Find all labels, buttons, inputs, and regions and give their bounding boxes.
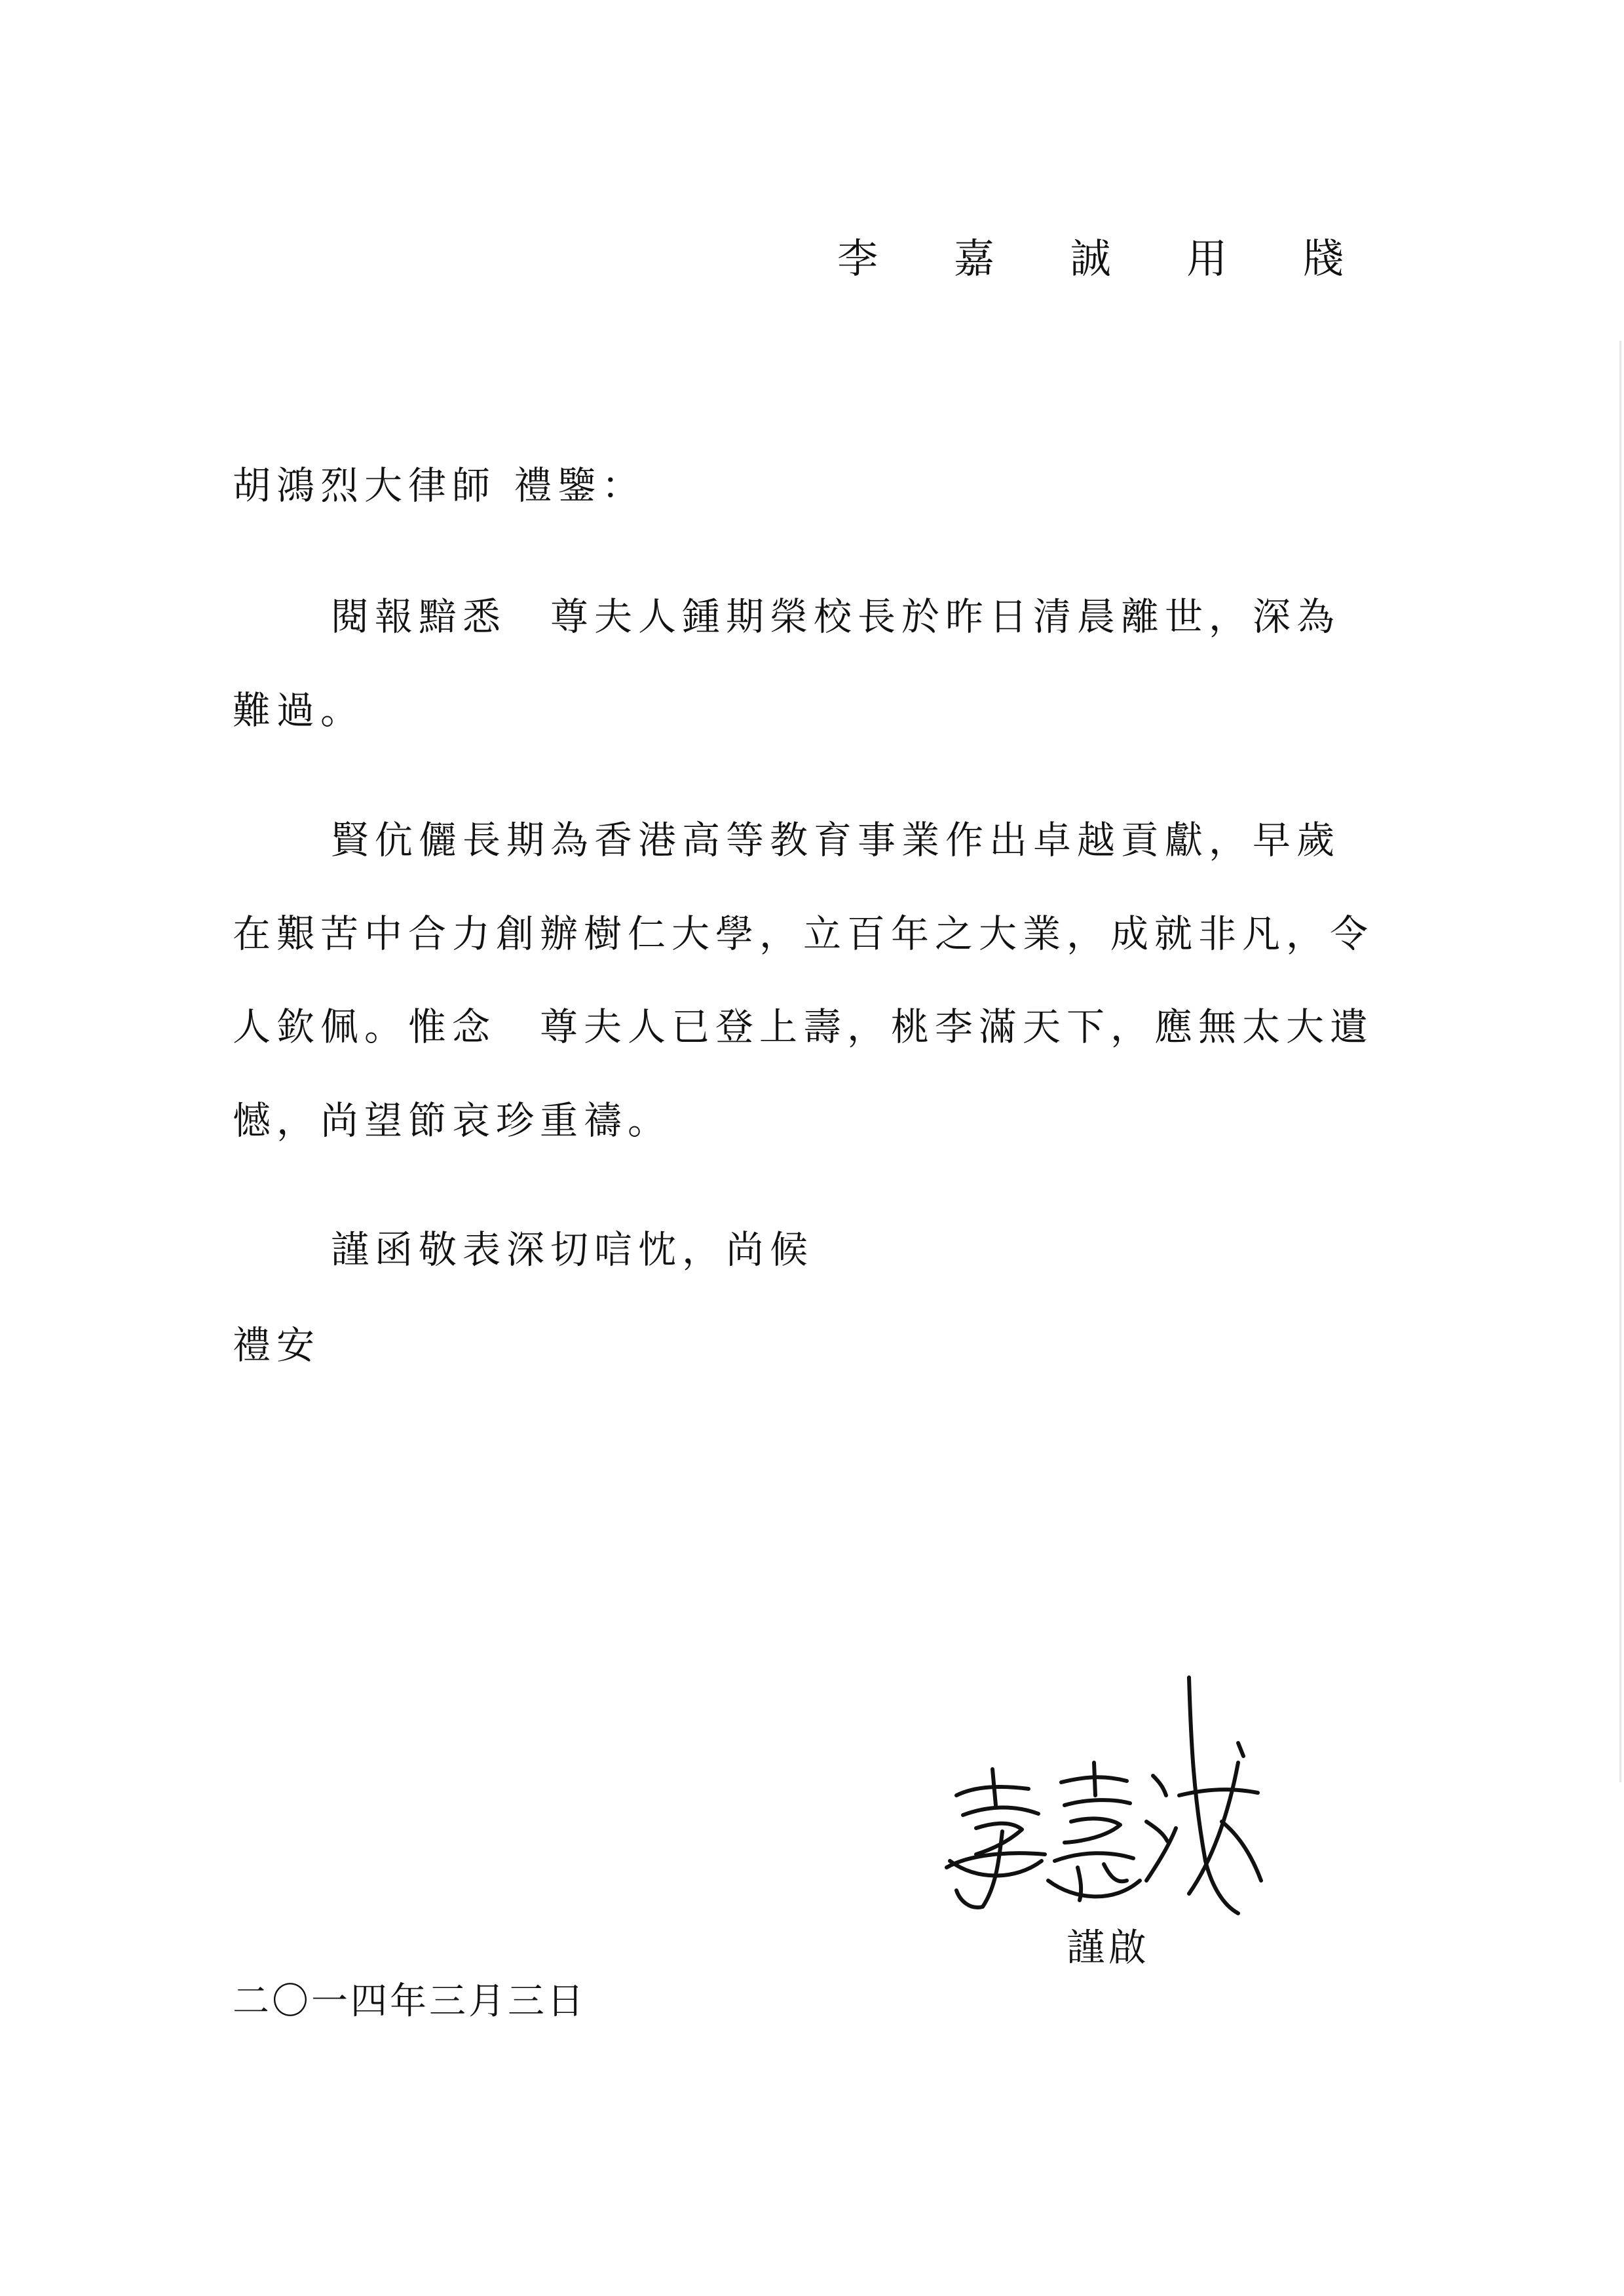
paragraph-2-line-3: 人欽佩。惟念 尊夫人已登上壽，桃李滿天下，應無太大遺: [233, 1004, 1374, 1049]
regards-line: 禮安: [233, 1323, 321, 1368]
sign-off: 謹啟: [1067, 1925, 1151, 1970]
letter-date: 二〇一四年三月三日: [233, 1980, 586, 2023]
paragraph-2-line-2: 在艱苦中合力創辦樹仁大學，立百年之大業，成就非凡，令: [233, 911, 1374, 956]
handwritten-signature: [930, 1664, 1271, 1926]
closing-line: 謹函敬表深切唁忱，尚候: [331, 1227, 814, 1272]
page-edge-shadow: [1619, 341, 1621, 1782]
paragraph-1-line-2: 難過。: [233, 688, 365, 733]
paragraph-2-line-1: 賢伉儷長期為香港高等教育事業作出卓越貢獻，早歲: [331, 818, 1341, 862]
paragraph-2-line-4: 憾，尚望節哀珍重禱。: [233, 1098, 672, 1143]
salutation: 胡鴻烈大律師 禮鑒：: [233, 463, 646, 508]
paragraph-1-line-1: 閱報黯悉 尊夫人鍾期榮校長於昨日清晨離世，深為: [331, 594, 1341, 639]
letterhead: 李 嘉 誠 用 牋: [837, 235, 1375, 282]
